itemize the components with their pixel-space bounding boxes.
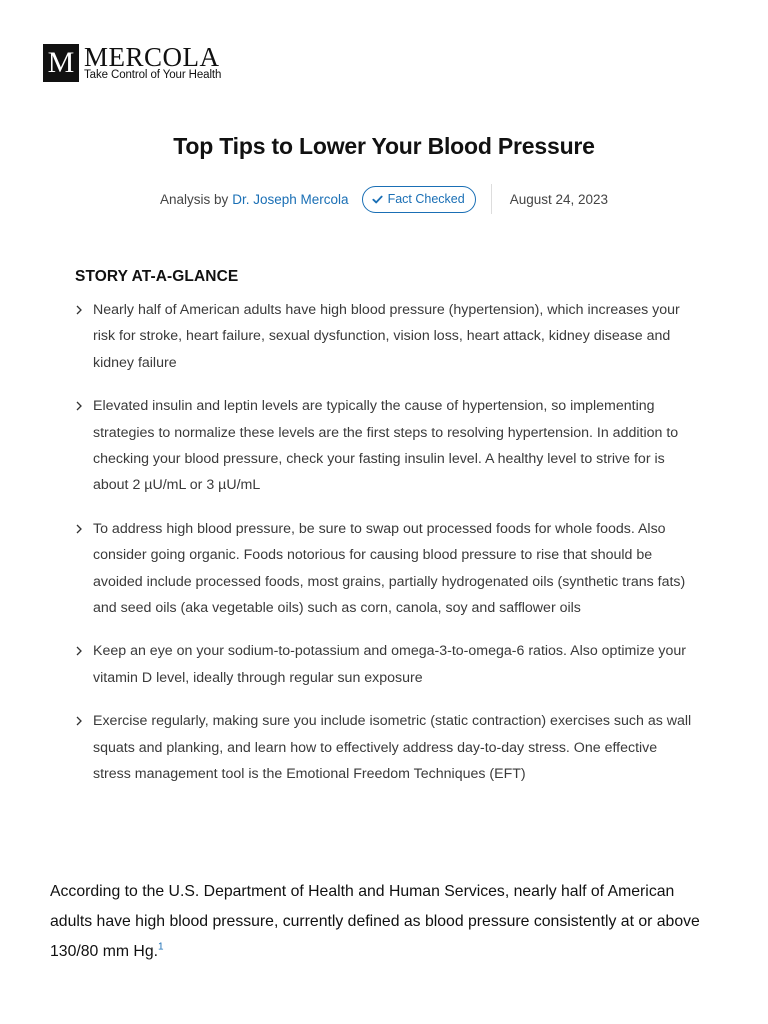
mercola-logo[interactable] [43,41,222,82]
glance-item-text: Exercise regularly, making sure you include isometric (static contraction) exercises such as wall squats and planking, and learn how to effectively address day-to-day stress. One effective stress management tool is the Emotional Freedom Techniques (EFT) [93,713,692,783]
glance-item [75,638,695,691]
byline-divider [491,184,492,214]
glance-item-text: Keep an eye on your sodium-to-potassium and omega-3-to-omega-6 ratios. Also optimize your vitamin D level, ideally through regular sun exposure [93,643,687,686]
article-title: Top Tips to Lower Your Blood Pressure [173,133,595,159]
logo-name: MERCOLA [84,41,220,72]
chevron-right-icon [75,524,83,534]
byline-label: Analysis by [159,191,229,207]
story-at-a-glance [75,268,695,805]
glance-item [75,708,695,787]
glance-item [75,297,695,376]
publish-date: August 24, 2023 [509,191,609,207]
intro-paragraph [50,877,710,967]
glance-list [75,297,695,788]
glance-item-text: Elevated insulin and leptin levels are typically the cause of hypertension, so implementing strategies to normalize these levels are the first steps to resolving hypertension. In addition to checking your blood pressure, check your fasting insulin level. A healthy level to strive for is about 2 µU/mL or 3 µU/mL [93,398,679,494]
chevron-right-icon [75,305,83,315]
intro-text: According to the U.S. Department of Health and Human Services, nearly half of American adults have high blood pressure, currently defined as blood pressure consistently at or above 130/80 mm Hg. [50,883,700,960]
glance-item [75,393,695,499]
logo-text [84,41,222,82]
check-icon [372,194,383,205]
glance-item [75,516,695,622]
chevron-right-icon [75,646,83,656]
chevron-right-icon [75,401,83,411]
glance-item-text: To address high blood pressure, be sure to swap out processed foods for whole foods. Also consider going organic. Foods notorious for causing blood pressure to rise that should be avoided include processed foods, most grains, partially hydrogenated oils (synthetic trans fats) and seed oils (aka vegetable oils) such as corn, canola, soy and safflower oils [93,520,686,617]
fact-checked-label: Fact Checked [387,192,465,206]
chevron-right-icon [75,716,83,726]
logo-tagline: Take Control of Your Health [84,68,222,81]
footnote-link[interactable]: 1 [158,941,164,953]
logo-mark: M [43,44,79,82]
byline [0,184,768,214]
author-link[interactable]: Dr. Joseph Mercola [232,191,349,207]
glance-heading: STORY AT-A-GLANCE [75,268,239,285]
glance-item-text: Nearly half of American adults have high blood pressure (hypertension), which increases your risk for stroke, heart failure, sexual dysfunction, vision loss, heart attack, kidney disease and kidney failure [93,302,680,371]
fact-checked-badge[interactable] [362,186,476,213]
